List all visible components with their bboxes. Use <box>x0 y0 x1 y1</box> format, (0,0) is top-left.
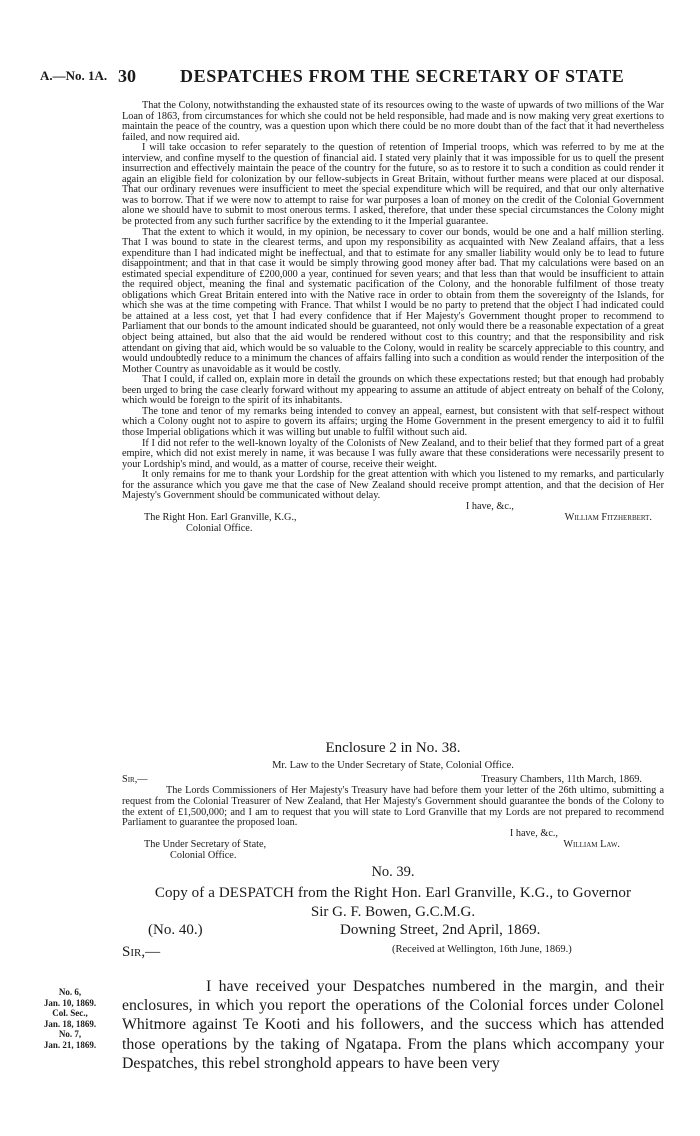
margin-note: No. 7, <box>58 1029 82 1040</box>
despatch-place-date: Downing Street, 2nd April, 1869. <box>340 922 541 938</box>
salutation-row <box>122 775 664 786</box>
despatch-body <box>122 977 664 1073</box>
salutation: Sir,— <box>122 774 148 785</box>
addressee-office: Colonial Office. <box>186 522 253 534</box>
despatch-paragraph: I have received your Despatches numbered in the margin, and their enclosures, in which you report the operations of the Colonial forces under Colonel Whitmore against Te Kooti and his followers, and the success which has attended those operations by the taking of Ngatapa. From the plans which accompany your Despatches, this rebel stronghold appears to have been very <box>122 978 664 1072</box>
addressee: The Right Hon. Earl Granville, K.G., <box>144 511 297 523</box>
signatory: William Fitzherbert. <box>564 511 652 523</box>
letter-paragraph: That the Colony, notwithstanding the exhausted state of its resources owing to the waste of upwards of two millions of the War Loan of 1863, from circumstances for which she could not be held responsible, had made and is now making very great exertions to maintain the peace of the country, was a question upon which there could be no more doubt than of the fact that it had nevertheless failed, and now required aid. <box>122 100 664 143</box>
signatory: William Law. <box>563 839 620 851</box>
despatch-ref-number: (No. 40.) <box>148 922 203 938</box>
signature-row <box>122 513 664 524</box>
letter-paragraph: I will take occasion to refer separately to the question of retention of Imperial troops, which was referred to by me at the interview, and confine myself to the question of financial aid. I stated very plainly that it was impossible for us to quell the present insurrection and effectively maintain the peace of the country for the future, so as to restore it to such a condition as could render it again an eligible field for colonization by our fellow-subjects in Great Britain, without further means were placed at our disposal. That our ordinary revenues were insufficient to meet the special expenditure which will be required, and that our only alternative was to borrow. That if we were now to attempt to raise for war purposes a loan of money on the credit of the Colonial Government alone we should have to submit to most onerous terms. I asked, therefore, that under these special circumstances the Colony might be protected from any such further sacrifice by the extending to it the Imperial guarantee. <box>122 142 664 228</box>
margin-note: Jan. 21, 1869. <box>43 1039 97 1050</box>
despatch-salutation: Sir,— <box>122 944 161 960</box>
letter-paragraph: That the extent to which it would, in my opinion, be necessary to cover our bonds, would be one and a half million sterling. That I was bound to state in the clearest terms, and upon my responsibility as acquainted with New Zealand affairs, that a less expenditure than I had indicated might be ineffectual, and that to estimate for any smaller liability would only be to lead to future disappointment; and that in that case it would be simply throwing good money after bad. That my calculations were based on an estimated special expenditure of £200,000 a year, continued for seven years; and that less than that would be insufficient to attain the required object, meaning the final and systematic pacification of the Colony, and the honorable fulfilment of those treaty obligations which Great Britain entered into with the Native race in order to obtain from them the sovereignty of the Islands, for which she was at the time competing with France. That whilst I would be no party to pretend that the object I had indicated could be attained at a less cost, yet that I had every confidence that if Her Majesty's Government thought proper to recommend to Parliament that our bonds to the amount indicated should be guaranteed, not only would there be a reasonable expectation of a great object being attained, but also that the aid would be rendered without cost to this country; and that the responsibility and risk attendant on giving that aid, which would be so valuable to the Colony, would in reality be scarcely appreciable to this country, and would undoubtedly reduce to a minimum the chances of affairs falling into such a condition as would render the interposition of the Mother Country as unavoidable as it would be costly. <box>122 226 664 375</box>
closing: I have, &c., <box>465 500 514 512</box>
signature-row <box>122 840 664 851</box>
despatch-title-line: Copy of a DESPATCH from the Right Hon. Earl Granville, K.G., to Governor <box>154 885 632 901</box>
running-header <box>40 66 660 88</box>
running-title: DESPATCHES FROM THE SECRETARY OF STATE <box>180 66 625 86</box>
place-date: Treasury Chambers, 11th March, 1869. <box>481 774 642 785</box>
enclosure-title: Enclosure 2 in No. 38. <box>325 740 461 756</box>
despatch-title-line: Sir G. F. Bowen, G.C.M.G. <box>310 904 476 920</box>
margin-notes <box>30 987 110 1051</box>
letter-paragraph: The tone and tenor of my remarks being intended to convey an appeal, earnest, but consistent with that self-respect without which a Colony ought not to aspire to govern its affairs; urging the Home Government in the present emergency to aid it to fulfil those Imperial obligations which it was willing but unable to fulfil without such aid. <box>122 405 664 438</box>
margin-note: Jan. 10, 1869. <box>43 997 97 1008</box>
letter-paragraph: If I did not refer to the well-known loyalty of the Colonists of New Zealand, and to their belief that they formed part of a great empire, which did not exist merely in name, it was because I was fully aware that these considerations were necessarily present to your Lordship's mind, and would, as a matter of course, receive their weight. <box>122 437 664 470</box>
letter-paragraph: It only remains for me to thank your Lordship for the great attention with which you listened to my remarks, and particularly for the assurance which you gave me that the case of New Zealand should receive prompt attention, and that the decision of Her Majesty's Government should be communicated without delay. <box>122 469 664 502</box>
margin-note: Col. Sec., <box>52 1008 88 1019</box>
addressee-office: Colonial Office. <box>170 850 237 862</box>
letter-body <box>122 101 664 534</box>
margin-note: No. 6, <box>58 987 82 997</box>
despatch-received: (Received at Wellington, 16th June, 1869.) <box>392 944 572 955</box>
document-reference: A.—No. 1A. <box>40 68 108 83</box>
enclosure-paragraph: The Lords Commissioners of Her Majesty's Treasury have had before them your letter of the 26th ultimo, submitting a request from the Colonial Treasurer of New Zealand, that Her Majesty's Government should guarantee the bonds of the Colony to the extent of £1,500,000; and I am to request that you will state to Lord Granville that my Lords are not prepared to recommend Parliament to guarantee the proposed loan. <box>122 785 664 829</box>
despatch-title <box>122 884 664 922</box>
letter-paragraph: That I could, if called on, explain more in detail the grounds on which these expectations rested; but that enough had probably been urged to bring the case clearly forward without my appearing to assume an attitude of abject entreaty on behalf of the Colony, which would be foreign to the spirit of its inhabitants. <box>122 374 664 407</box>
closing: I have, &c., <box>509 828 558 840</box>
enclosure-body <box>122 775 664 862</box>
page-number: 30 <box>118 66 136 86</box>
enclosure-subtitle: Mr. Law to the Under Secretary of State, Colonial Office. <box>272 760 514 771</box>
margin-note: Jan. 18, 1869. <box>43 1018 97 1029</box>
despatch-number: No. 39. <box>371 864 415 880</box>
addressee: The Under Secretary of State, <box>144 839 267 851</box>
